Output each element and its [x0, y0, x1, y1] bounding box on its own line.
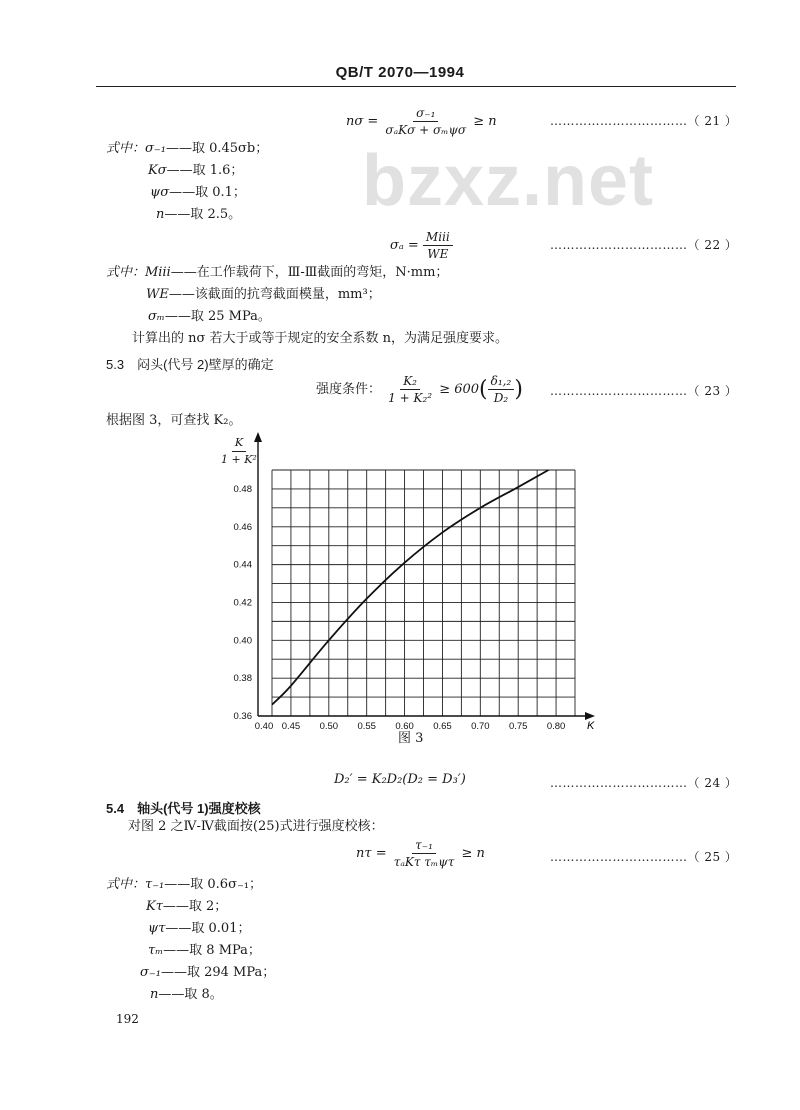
definition-section-modulus	[146, 286, 381, 304]
x-tick-label: 0.50	[319, 721, 339, 732]
x-tick-label: 0.70	[471, 721, 490, 732]
x-tick-label: 0.80	[546, 721, 566, 732]
x-axis-arrow	[585, 712, 595, 720]
definition-sigma-1	[106, 140, 268, 158]
eq22-denominator: WE	[427, 247, 449, 261]
definition-k-tau	[146, 898, 227, 916]
eq21-fraction	[382, 106, 469, 137]
y-axis-arrow	[254, 432, 262, 442]
def-symbol: 式中：τ₋₁	[106, 877, 165, 892]
def-text: ——取 0.01；	[165, 921, 251, 936]
def-text: ——取 1.6；	[166, 163, 244, 178]
paragraph-figure-ref: 根据图 3，可查找 K₂。	[106, 413, 242, 428]
y-tick-label: 0.44	[233, 559, 252, 571]
equation-24: D₂′ = K₂D₂(D₂ = D₃′)	[334, 772, 466, 787]
def-symbol: n	[156, 207, 165, 222]
eq21-number: ……………………………（ 21 ）	[550, 114, 738, 128]
x-tick-label: 0.40	[254, 721, 274, 732]
def-text: ——取 2；	[162, 899, 228, 914]
eq23-ratio	[488, 374, 515, 405]
def-symbol: ψσ	[150, 185, 170, 200]
section-5-3-heading: 5.3 闷头(代号 2)壁厚的确定	[106, 357, 274, 372]
page-number: 192	[116, 1012, 139, 1026]
definition-psi-tau	[148, 920, 250, 938]
eq22-lhs: σₐ =	[390, 238, 419, 253]
definition-psi-sigma	[150, 184, 246, 202]
eq25-rhs: ≥ n	[461, 846, 485, 861]
eq25-fraction	[391, 838, 458, 869]
x-tick-label: 0.55	[357, 721, 376, 732]
eq24-number: ……………………………（ 24 ）	[550, 776, 738, 790]
eq25-lhs: nτ =	[356, 846, 387, 861]
eq23-fraction	[385, 374, 435, 405]
chart-grid	[272, 470, 575, 716]
def-text: ——取 2.5。	[164, 207, 242, 222]
y-label-numerator: K	[232, 436, 246, 452]
eq21-denominator: σₐKσ + σₘψσ	[385, 123, 467, 137]
eq23-label: 强度条件：	[316, 382, 382, 397]
def-symbol: 式中：Mⅲ	[106, 265, 171, 280]
chart-x-label: K	[587, 720, 595, 732]
definition-k-sigma	[148, 162, 243, 180]
chart-curve	[272, 470, 548, 705]
def-text: ——取 294 MPa；	[160, 965, 276, 980]
eq23-paren-close: )	[514, 377, 523, 402]
definition-tau-m	[148, 942, 261, 960]
eq22-fraction	[423, 230, 453, 261]
header-rule	[96, 86, 736, 87]
x-tick-label: 0.45	[281, 721, 301, 732]
eq23-ratio-denominator: D₂	[493, 391, 509, 405]
paragraph-check: 对图 2 之Ⅳ-Ⅳ截面按(25)式进行强度校核：	[128, 819, 384, 834]
y-tick-label: 0.38	[233, 673, 252, 685]
def-symbol: σₘ	[148, 309, 165, 324]
eq23-numerator: K₂	[400, 374, 420, 390]
def-symbol: Kσ	[148, 163, 167, 178]
x-tick-label: 0.65	[433, 721, 452, 732]
watermark: bzxz.net	[362, 141, 655, 221]
def-text: ——该截面的抗弯截面模量，mm³；	[168, 287, 381, 302]
section-5-4-heading: 5.4 轴头(代号 1)强度校核	[106, 801, 261, 816]
y-tick-label: 0.46	[233, 521, 252, 533]
y-tick-label: 0.36	[233, 711, 252, 722]
def-text: ——在工作载荷下，Ⅲ-Ⅲ截面的弯矩，N·mm；	[170, 265, 449, 280]
def-symbol: 式中：σ₋₁	[106, 141, 166, 156]
definition-sigma-m	[148, 308, 271, 326]
x-tick-label: 0.60	[395, 721, 414, 732]
def-text: ——取 8 MPa；	[163, 943, 261, 958]
eq21-rhs: ≥ n	[473, 114, 497, 129]
def-text: ——取 25 MPa。	[164, 309, 271, 324]
definition-moment	[106, 264, 448, 282]
x-tick-label: 0.75	[508, 721, 528, 732]
paragraph-safety-factor: 计算出的 nσ 若大于或等于规定的安全系数 n，为满足强度要求。	[132, 331, 509, 346]
eq22-number: ……………………………（ 22 ）	[550, 238, 738, 252]
eq23-rhs: ≥ 600	[439, 382, 480, 397]
eq25-numerator: τ₋₁	[412, 838, 436, 854]
eq22-numerator: Mⅲ	[423, 230, 453, 246]
standard-code-header: QB/T 2070—1994	[335, 64, 465, 81]
eq23-ratio-numerator: δ₁,₂	[488, 374, 515, 390]
equation-22	[390, 230, 453, 261]
eq23-number: ……………………………（ 23 ）	[550, 384, 738, 398]
chart-axes	[254, 432, 595, 720]
y-tick-label: 0.48	[233, 483, 252, 495]
y-tick-label: 0.40	[233, 635, 252, 647]
def-symbol: WE	[146, 287, 169, 302]
def-text: ——取 0.1；	[169, 185, 246, 200]
eq23-paren-open: (	[479, 377, 488, 402]
def-symbol: n	[150, 987, 159, 1002]
def-text: ——取 8。	[158, 987, 223, 1002]
def-symbol: ψτ	[148, 921, 166, 936]
definition-sigma-1-value	[140, 964, 275, 982]
figure-3-chart	[200, 420, 620, 740]
def-symbol: τₘ	[148, 943, 164, 958]
eq25-denominator: τₐKτ τₘψτ	[393, 855, 455, 869]
def-symbol: σ₋₁	[140, 965, 161, 980]
eq21-numerator: σ₋₁	[413, 106, 438, 122]
equation-21	[346, 106, 497, 137]
equation-25	[356, 838, 485, 869]
definition-tau-1	[106, 876, 262, 894]
def-symbol: Kτ	[146, 899, 163, 914]
eq23-denominator: 1 + K₂²	[388, 391, 433, 405]
def-text: ——取 0.6σ₋₁；	[164, 877, 263, 892]
def-text: ——取 0.45σb；	[165, 141, 269, 156]
definition-n-value	[150, 986, 223, 1004]
definition-n	[156, 206, 241, 224]
eq21-lhs: nσ =	[346, 114, 379, 129]
y-tick-label: 0.42	[233, 597, 252, 609]
eq25-number: ……………………………（ 25 ）	[550, 850, 738, 864]
figure-caption: 图 3	[398, 731, 424, 746]
y-label-denominator: 1 + K²	[221, 453, 257, 466]
equation-23	[316, 374, 523, 405]
